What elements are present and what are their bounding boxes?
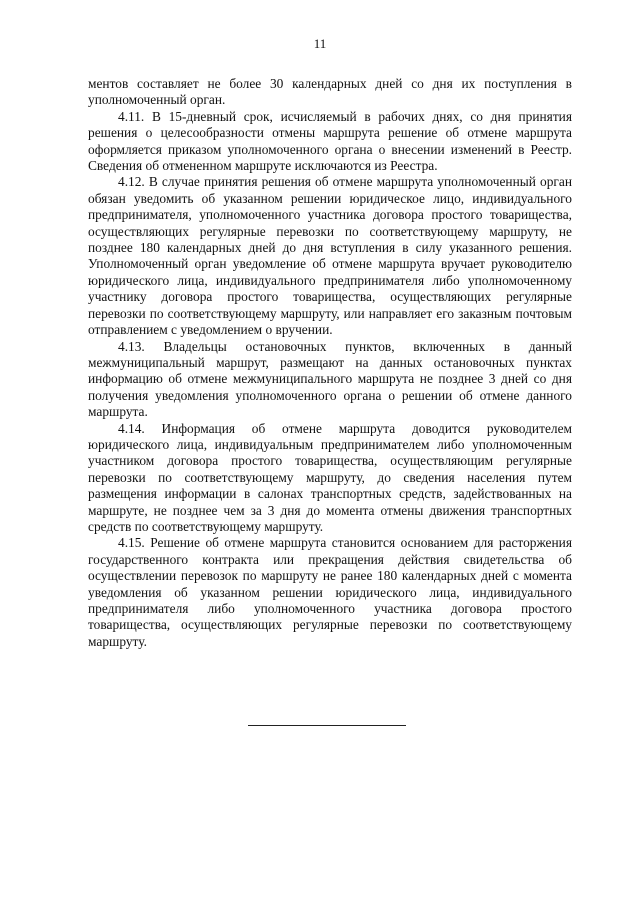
- paragraph-4-11: 4.11. В 15-дневный срок, исчисляемый в рабочих днях, со дня принятия решения о целесообразности отмены маршрута решение об отмене маршрута оформляется приказом уполномоченного органа о внесении изменений в Реестр. Сведения об отмененном маршруте исключаются из Реестра.: [88, 108, 572, 174]
- paragraph-4-13: 4.13. Владельцы остановочных пунктов, включенных в данный межмуниципальный маршрут, размещают на данных остановочных пунктах информацию об отмене межмуниципального маршрута не позднее 3 дней со дня получения уведомления уполномоченного органа о решении об отмене данного маршрута.: [88, 338, 572, 420]
- document-body: [88, 76, 572, 650]
- paragraph-4-14: 4.14. Информация об отмене маршрута доводится руководителем юридического лица, индивидуальным предпринимателем либо уполномоченным участником договора простого товарищества, осуществляющим регулярные перевозки по соответствующему маршруту, до сведения населения путем размещения информации в салонах транспортных средств, задействованных на маршруте, не позднее чем за 3 дня до момента отмены движения транспортных средств по соответствующему маршруту.: [88, 420, 572, 534]
- paragraph-4-15: 4.15. Решение об отмене маршрута становится основанием для расторжения государственного контракта или прекращения действия свидетельства об осуществлении перевозок по маршруту не ранее 180 календарных дней с момента уведомления об указанном решении юридического лица, индивидуального предпринимателя либо уполномоченного участника договора простого товарищества, осуществляющих регулярные перевозки по соответствующему маршруту.: [88, 535, 572, 649]
- end-of-document-rule: [248, 725, 406, 726]
- page-number: 11: [313, 36, 327, 51]
- paragraph-4-12: 4.12. В случае принятия решения об отмене маршрута уполномоченный орган обязан уведомить об указанном решении юридическое лицо, индивидуального предпринимателя, уполномоченного участника договора простого товарищества, осуществляющих регулярные перевозки по соответствующему маршруту, не позднее 180 календарных дней до дня вступления в силу указанного решения. Уполномоченный орган уведомление об отмене маршрута вручает руководителю юридического лица, индивидуального предпринимателя либо уполномоченному участнику договора простого товарищества, осуществляющих регулярные перевозки по соответствующему маршруту, или направляет его заказным почтовым отправлением с уведомлением о вручении.: [88, 174, 572, 338]
- paragraph-continuation: ментов составляет не более 30 календарных дней со дня их поступления в уполномоченный орган.: [88, 76, 572, 108]
